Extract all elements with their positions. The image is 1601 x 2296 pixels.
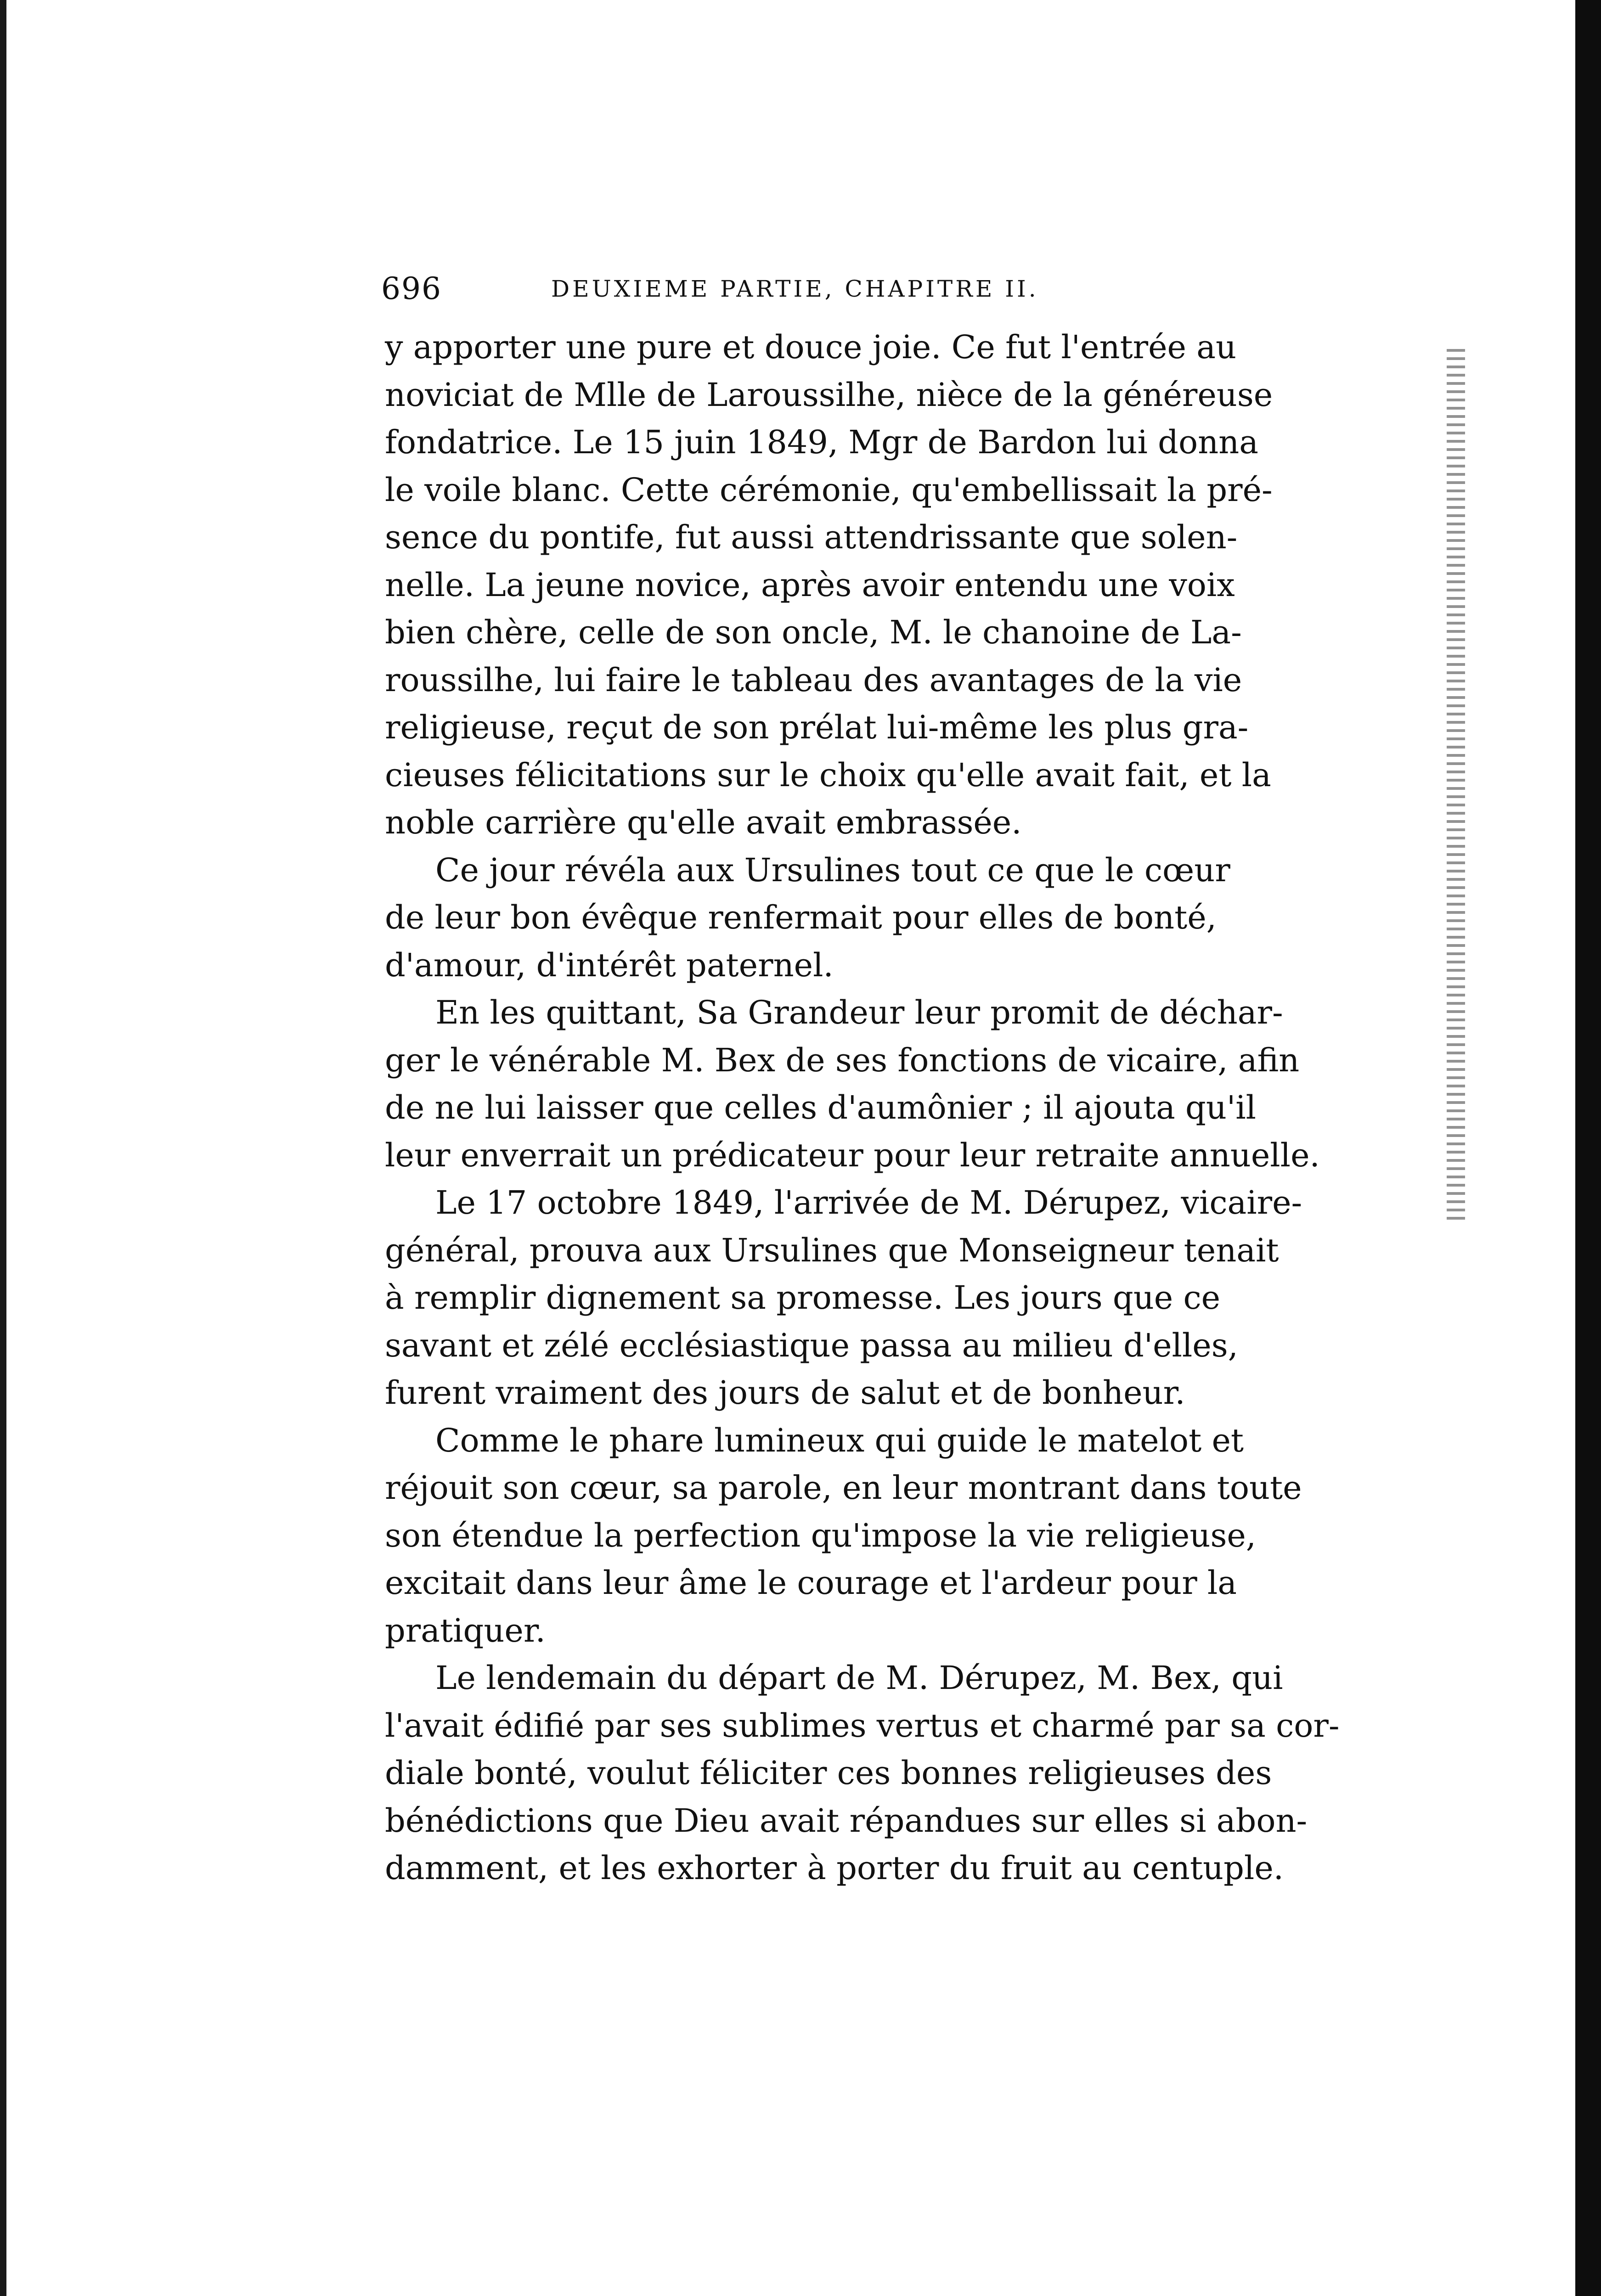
text-line: Le 17 octobre 1849, l'arrivée de M. Dérupez, vicaire- bbox=[435, 1184, 1302, 1221]
text-line: de leur bon évêque renfermait pour elles de bonté, bbox=[385, 899, 1217, 936]
text-line: le voile blanc. Cette cérémonie, qu'embellissait la pré- bbox=[385, 471, 1273, 509]
text-line: cieuses félicitations sur le choix qu'elle avait fait, et la bbox=[385, 756, 1271, 794]
text-line: Comme le phare lumineux qui guide le matelot et bbox=[435, 1421, 1244, 1459]
text-line: excitait dans leur âme le courage et l'ardeur pour la bbox=[385, 1564, 1237, 1602]
running-title: DEUXIEME PARTIE, CHAPITRE II. bbox=[551, 276, 1039, 302]
text-line: son étendue la perfection qu'impose la vie religieuse, bbox=[385, 1516, 1257, 1554]
text-line: Ce jour révéla aux Ursulines tout ce que le cœur bbox=[435, 851, 1230, 889]
text-line: religieuse, reçut de son prélat lui-même les plus gra- bbox=[385, 709, 1249, 746]
text-line: damment, et les exhorter à porter du fruit au centuple. bbox=[385, 1849, 1284, 1887]
text-line: noviciat de Mlle de Laroussilhe, nièce de la généreuse bbox=[385, 376, 1273, 414]
text-line: réjouit son cœur, sa parole, en leur montrant dans toute bbox=[385, 1469, 1302, 1507]
text-line: à remplir dignement sa promesse. Les jours que ce bbox=[385, 1279, 1221, 1317]
text-line: y apporter une pure et douce joie. Ce fut l'entrée au bbox=[385, 328, 1237, 366]
text-line: bien chère, celle de son oncle, M. le chanoine de La- bbox=[385, 613, 1242, 651]
text-line: diale bonté, voulut féliciter ces bonnes religieuses des bbox=[385, 1754, 1272, 1792]
text-line: bénédictions que Dieu avait répandues sur elles si abon- bbox=[385, 1801, 1308, 1840]
text-line: ger le vénérable M. Bex de ses fonctions de vicaire, afin bbox=[385, 1041, 1300, 1079]
text-line: noble carrière qu'elle avait embrassée. bbox=[385, 804, 1022, 841]
text-line: de ne lui laisser que celles d'aumônier ; il ajouta qu'il bbox=[385, 1089, 1256, 1126]
text-line: furent vraiment des jours de salut et de bonheur. bbox=[385, 1374, 1185, 1412]
page-header bbox=[381, 271, 1226, 308]
text-line: l'avait édifié par ses sublimes vertus et charmé par sa cor- bbox=[385, 1706, 1340, 1745]
text-line: roussilhe, lui faire le tableau des avantages de la vie bbox=[385, 661, 1242, 699]
text-line: d'amour, d'intérêt paternel. bbox=[385, 946, 834, 984]
text-line: nelle. La jeune novice, après avoir entendu une voix bbox=[385, 566, 1235, 604]
text-line: fondatrice. Le 15 juin 1849, Mgr de Bardon lui donna bbox=[385, 423, 1258, 461]
text-line: général, prouva aux Ursulines que Monseigneur tenait bbox=[385, 1231, 1279, 1269]
text-line: En les quittant, Sa Grandeur leur promit de déchar- bbox=[435, 994, 1283, 1031]
text-line: pratiquer. bbox=[385, 1611, 546, 1649]
scan-gutter-shadow bbox=[1447, 349, 1465, 1221]
text-line: savant et zélé ecclésiastique passa au milieu d'elles, bbox=[385, 1326, 1238, 1364]
scan-edge-right bbox=[1575, 0, 1601, 2296]
text-line: leur enverrait un prédicateur pour leur retraite annuelle. bbox=[385, 1136, 1320, 1174]
text-line: sence du pontife, fut aussi attendrissante que solen- bbox=[385, 518, 1238, 556]
text-line: Le lendemain du départ de M. Dérupez, M. Bex, qui bbox=[435, 1659, 1283, 1697]
page-number: 696 bbox=[381, 271, 442, 306]
scan-edge-left bbox=[0, 0, 6, 2296]
body-text bbox=[385, 324, 1340, 1892]
